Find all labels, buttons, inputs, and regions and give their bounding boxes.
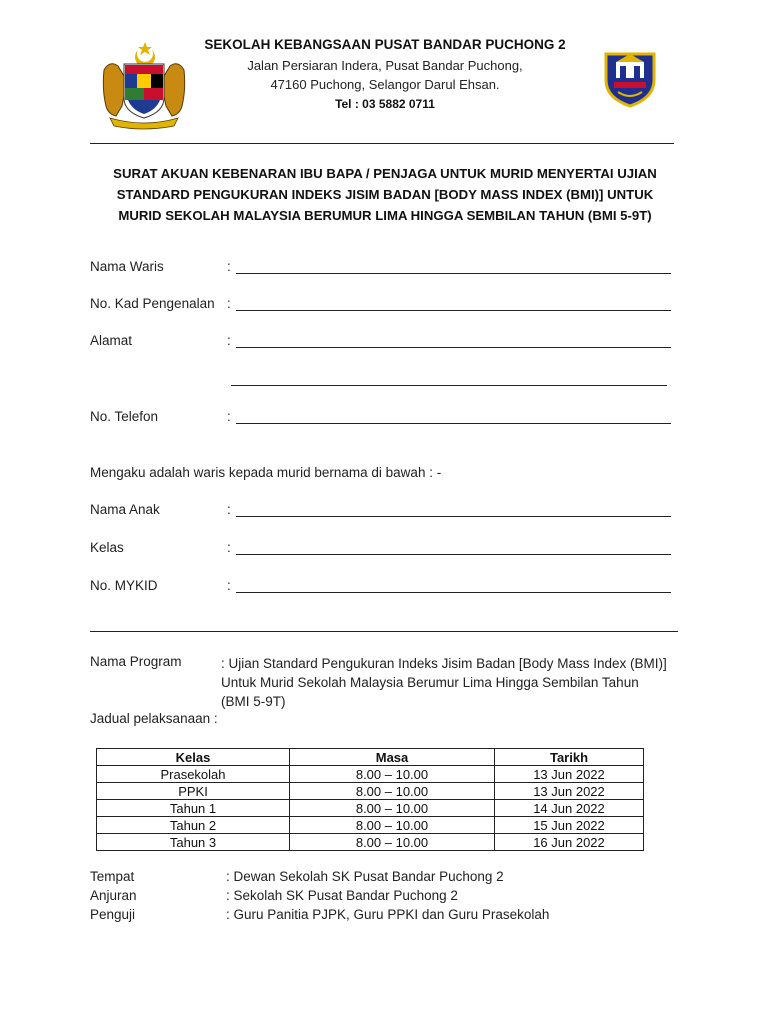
letter-subject bbox=[80, 163, 690, 226]
telephone: Tel : 03 5882 0711 bbox=[335, 97, 435, 111]
header-divider bbox=[90, 143, 674, 144]
label-no-mykid: No. MYKID bbox=[90, 578, 158, 593]
field-no-telefon[interactable] bbox=[236, 423, 671, 424]
program-line-2: Untuk Murid Sekolah Malaysia Berumur Lima Hingga Sembilan Tahun bbox=[221, 675, 639, 690]
cell-tarikh: 15 Jun 2022 bbox=[495, 817, 644, 834]
table-row bbox=[97, 783, 644, 800]
value-penguji: : Guru Panitia PJPK, Guru PPKI dan Guru Prasekolah bbox=[226, 907, 550, 922]
field-nama-waris[interactable] bbox=[236, 273, 671, 274]
label-tempat: Tempat bbox=[90, 869, 135, 884]
program-line-3: (BMI 5-9T) bbox=[221, 694, 286, 709]
table-header-row bbox=[97, 749, 644, 766]
label-anjuran: Anjuran bbox=[90, 888, 137, 903]
cell-tarikh: 14 Jun 2022 bbox=[495, 800, 644, 817]
colon: : bbox=[227, 409, 231, 424]
label-kelas: Kelas bbox=[90, 540, 124, 555]
value-tempat: : Dewan Sekolah SK Pusat Bandar Puchong 2 bbox=[226, 869, 504, 884]
subject-line-3: MURID SEKOLAH MALAYSIA BERUMUR LIMA HINGGA SEMBILAN TAHUN (BMI 5-9T) bbox=[118, 208, 652, 223]
label-nama-waris: Nama Waris bbox=[90, 259, 164, 274]
colon: : bbox=[227, 502, 231, 517]
school-name: SEKOLAH KEBANGSAAN PUSAT BANDAR PUCHONG 2 bbox=[204, 37, 566, 52]
declaration-text: Mengaku adalah waris kepada murid bernama di bawah : - bbox=[90, 465, 442, 480]
header-masa: Masa bbox=[290, 749, 495, 766]
value-anjuran: : Sekolah SK Pusat Bandar Puchong 2 bbox=[226, 888, 458, 903]
table-row bbox=[97, 817, 644, 834]
field-no-kad-pengenalan[interactable] bbox=[236, 310, 671, 311]
colon: : bbox=[227, 333, 231, 348]
label-no-kad-pengenalan: No. Kad Pengenalan bbox=[90, 296, 215, 311]
field-nama-anak[interactable] bbox=[236, 516, 671, 517]
label-no-telefon: No. Telefon bbox=[90, 409, 159, 424]
cell-kelas: Tahun 1 bbox=[97, 800, 290, 817]
malaysia-coat-of-arms-logo bbox=[98, 40, 190, 130]
field-alamat-2[interactable] bbox=[231, 385, 667, 386]
colon: : bbox=[227, 540, 231, 555]
table-row bbox=[97, 766, 644, 783]
colon: : bbox=[227, 296, 231, 311]
address-line-1: Jalan Persiaran Indera, Pusat Bandar Puchong, bbox=[247, 58, 523, 73]
label-penguji: Penguji bbox=[90, 907, 136, 922]
schedule-label: Jadual pelaksanaan : bbox=[90, 711, 218, 726]
header-tarikh: Tarikh bbox=[495, 749, 644, 766]
header-kelas: Kelas bbox=[97, 749, 290, 766]
schedule-table bbox=[96, 748, 644, 851]
cell-kelas: Prasekolah bbox=[97, 766, 290, 783]
cell-masa: 8.00 – 10.00 bbox=[290, 834, 495, 851]
colon: : bbox=[227, 578, 231, 593]
label-alamat: Alamat bbox=[90, 333, 133, 348]
subject-line-2: STANDARD PENGUKURAN INDEKS JISIM BADAN [BODY MASS INDEX (BMI)] UNTUK bbox=[116, 187, 654, 202]
section-divider bbox=[90, 631, 678, 632]
subject-line-1: SURAT AKUAN KEBENARAN IBU BAPA / PENJAGA UNTUK MURID MENYERTAI UJIAN bbox=[113, 166, 657, 181]
school-crest-logo bbox=[600, 48, 660, 108]
cell-masa: 8.00 – 10.00 bbox=[290, 817, 495, 834]
cell-masa: 8.00 – 10.00 bbox=[290, 766, 495, 783]
table-row bbox=[97, 834, 644, 851]
cell-masa: 8.00 – 10.00 bbox=[290, 783, 495, 800]
cell-kelas: PPKI bbox=[97, 783, 290, 800]
field-no-mykid[interactable] bbox=[236, 592, 671, 593]
cell-kelas: Tahun 2 bbox=[97, 817, 290, 834]
table-row bbox=[97, 800, 644, 817]
cell-masa: 8.00 – 10.00 bbox=[290, 800, 495, 817]
cell-kelas: Tahun 3 bbox=[97, 834, 290, 851]
cell-tarikh: 16 Jun 2022 bbox=[495, 834, 644, 851]
program-line-1: : Ujian Standard Pengukuran Indeks Jisim Badan [Body Mass Index (BMI)] bbox=[221, 656, 667, 671]
cell-tarikh: 13 Jun 2022 bbox=[495, 783, 644, 800]
field-alamat-1[interactable] bbox=[236, 347, 671, 348]
program-description bbox=[221, 654, 691, 711]
field-kelas[interactable] bbox=[236, 554, 671, 555]
colon: : bbox=[227, 259, 231, 274]
label-nama-anak: Nama Anak bbox=[90, 502, 160, 517]
cell-tarikh: 13 Jun 2022 bbox=[495, 766, 644, 783]
label-nama-program: Nama Program bbox=[90, 654, 182, 669]
address-line-2: 47160 Puchong, Selangor Darul Ehsan. bbox=[270, 77, 500, 92]
